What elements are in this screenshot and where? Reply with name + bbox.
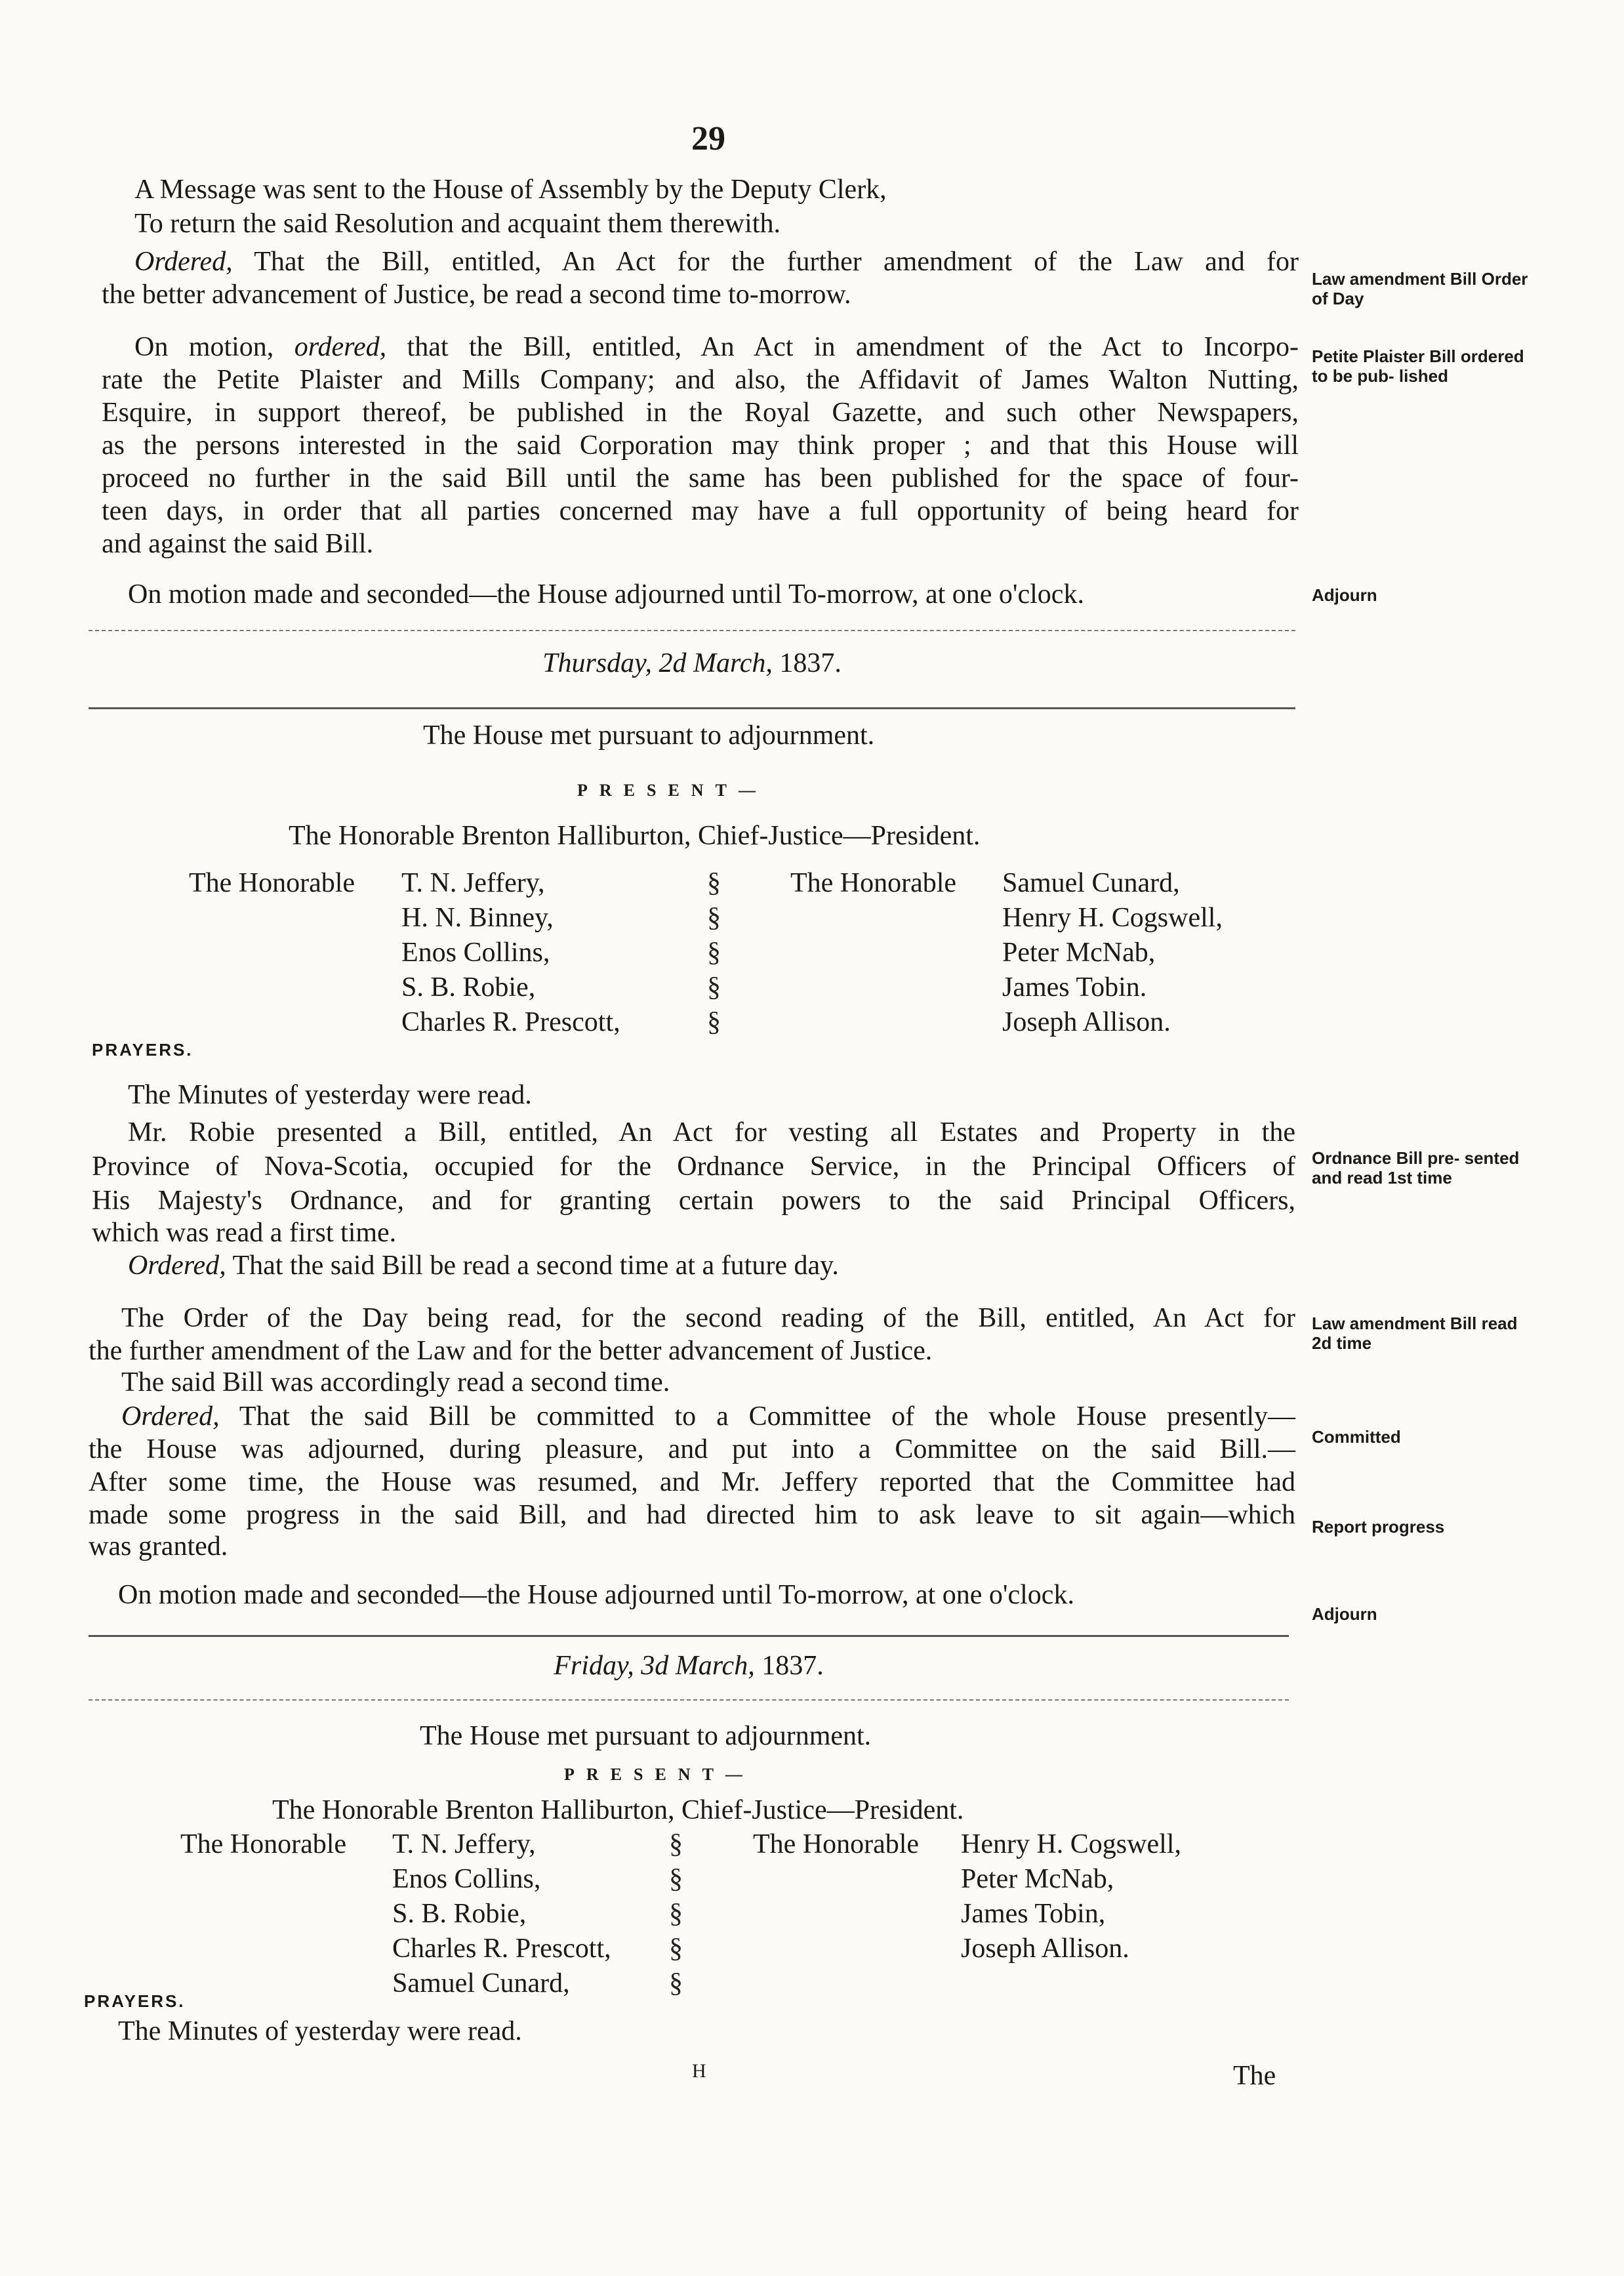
day2-right-lead: The Honorable [753, 1829, 920, 1859]
day1-left-name: T. N. Jeffery, [401, 868, 545, 898]
petite-line-1a: On motion, [134, 332, 294, 362]
ordered-word: Ordered, [134, 247, 233, 277]
petite-line-7: and against the said Bill. [102, 529, 374, 559]
petite-line-5: proceed no further in the said Bill until the same has been published for the space of four- [102, 463, 1299, 493]
rule-bottom-day1 [89, 707, 1295, 709]
adjourn-line-1: On motion made and seconded—the House adjourned until To-morrow, at one o'clock. [128, 579, 1084, 610]
margin-note-law-2d: Law amendment Bill read 2d time [1312, 1314, 1518, 1353]
margin-note-report: Report progress [1312, 1517, 1445, 1537]
margin-note-ordnance: Ordnance Bill pre- sented and read 1st time [1312, 1148, 1520, 1188]
section-brace: § [669, 1934, 683, 1964]
day1-left-name: S. B. Robie, [401, 972, 536, 1003]
petite-ordered-word: ordered, [294, 332, 387, 362]
day2-year: 1837. [754, 1651, 824, 1681]
day1-prayers: PRAYERS. [92, 1040, 193, 1060]
ordered-law-line-1 [134, 248, 1299, 276]
margin-note-petite: Petite Plaister Bill ordered to be pub- lished [1312, 346, 1524, 386]
message-line-1: A Message was sent to the House of Assembly by the Deputy Clerk, [134, 175, 887, 205]
committed-line-1-text: That the said Bill be committed to a Committee of the whole House presently— [239, 1401, 1295, 1432]
margin-note-committed: Committed [1312, 1427, 1401, 1447]
petite-line-6: teen days, in order that all parties concerned may have a full opportunity of being heard for [102, 496, 1299, 526]
committed-line-5: was granted. [89, 1531, 228, 1562]
rule-top-day1 [89, 630, 1295, 631]
day1-ordered-future [128, 1252, 839, 1279]
section-brace: § [707, 1007, 721, 1037]
day1-weekday: Thursday, [542, 648, 652, 678]
robie-line-3: His Majesty's Ordnance, and for granting certain powers to the said Principal Officers, [92, 1186, 1295, 1216]
petite-line-1b: that the Bill, entitled, An Act in amendment of the Act to Incorpo- [386, 332, 1299, 362]
day1-right-name: Peter McNab, [1002, 938, 1156, 968]
order-day-line-1: The Order of the Day being read, for the second reading of the Bill, entitled, An Act for [121, 1303, 1295, 1333]
day1-right-name: James Tobin. [1002, 972, 1147, 1003]
ordered-future-text: That the said Bill be read a second time at a future day. [232, 1251, 839, 1281]
committed-line-4: made some progress in the said Bill, and had directed him to ask leave to sit again—which [89, 1500, 1295, 1530]
margin-note-adjourn-2: Adjourn [1312, 1604, 1377, 1624]
day1-left-name: Charles R. Prescott, [401, 1007, 620, 1037]
day2-met: The House met pursuant to adjournment. [420, 1721, 872, 1751]
section-brace: § [669, 1968, 683, 1998]
ordered-word: Ordered, [121, 1401, 220, 1432]
petite-line-1 [134, 333, 1299, 361]
ordered-law-text: That the Bill, entitled, An Act for the further amendment of the Law and for [254, 247, 1299, 277]
day1-left-name: Enos Collins, [401, 938, 550, 968]
page-number: 29 [691, 120, 725, 157]
day1-heading [89, 650, 1295, 677]
day1-date: 2d March, [659, 648, 773, 678]
day2-date: 3d March, [641, 1651, 755, 1681]
section-brace: § [707, 972, 721, 1003]
petite-line-4: as the persons interested in the said Corporation may think proper ; and that this House will [102, 430, 1299, 461]
day1-right-name: Joseph Allison. [1002, 1007, 1171, 1037]
day2-left-name: Charles R. Prescott, [392, 1934, 611, 1964]
committed-line-2: the House was adjourned, during pleasure, and put into a Committee on the said Bill.— [89, 1434, 1295, 1464]
day2-left-lead: The Honorable [180, 1829, 347, 1859]
day2-present: PRESENT— [564, 1765, 754, 1784]
ordered-law-line-2: the better advancement of Justice, be read a second time to-morrow. [102, 279, 851, 310]
message-line-2: To return the said Resolution and acquaint them therewith. [134, 209, 781, 239]
day2-right-name: James Tobin, [961, 1899, 1106, 1929]
order-day-line-3: The said Bill was accordingly read a second time. [121, 1367, 670, 1397]
day1-minutes: The Minutes of yesterday were read. [128, 1080, 532, 1110]
day2-right-name: Henry H. Cogswell, [961, 1829, 1181, 1859]
day1-right-name: Samuel Cunard, [1002, 868, 1180, 898]
petite-line-3: Esquire, in support thereof, be published in the Royal Gazette, and such other Newspapers, [102, 398, 1299, 428]
day1-left-lead: The Honorable [189, 868, 355, 898]
section-brace: § [707, 903, 721, 933]
robie-line-2: Province of Nova-Scotia, occupied for the Ordnance Service, in the Principal Officers of [92, 1151, 1295, 1182]
day2-president: The Honorable Brenton Halliburton, Chief-Justice—President. [272, 1795, 964, 1825]
robie-line-1: Mr. Robie presented a Bill, entitled, An Act for vesting all Estates and Property in the [128, 1117, 1295, 1148]
order-day-line-2: the further amendment of the Law and for the better advancement of Justice. [89, 1336, 933, 1366]
day1-met: The House met pursuant to adjournment. [423, 720, 875, 751]
rule-top-day2 [89, 1635, 1289, 1637]
day2-minutes: The Minutes of yesterday were read. [118, 2016, 522, 2046]
margin-note-adjourn-1: Adjourn [1312, 585, 1377, 605]
margin-note-law-order: Law amendment Bill Order of Day [1312, 269, 1528, 308]
adjourn-line-2: On motion made and seconded—the House adjourned until To-morrow, at one o'clock. [118, 1580, 1074, 1610]
day2-weekday: Friday, [554, 1651, 634, 1681]
section-brace: § [669, 1829, 683, 1859]
committed-line-3: After some time, the House was resumed, and Mr. Jeffery reported that the Committee had [89, 1467, 1295, 1497]
signature-mark: H [692, 2060, 706, 2082]
section-brace: § [707, 868, 721, 898]
committed-line-1 [121, 1403, 1295, 1430]
catchword: The [1233, 2061, 1276, 2091]
day2-left-name: Samuel Cunard, [392, 1968, 570, 1998]
day2-heading [89, 1652, 1289, 1680]
section-brace: § [669, 1899, 683, 1929]
day2-left-name: S. B. Robie, [392, 1899, 527, 1929]
day2-prayers: PRAYERS. [84, 1991, 186, 2011]
day2-right-name: Peter McNab, [961, 1864, 1114, 1894]
day1-right-name: Henry H. Cogswell, [1002, 903, 1223, 933]
day1-right-lead: The Honorable [790, 868, 957, 898]
day2-left-name: T. N. Jeffery, [392, 1829, 536, 1859]
day1-president: The Honorable Brenton Halliburton, Chief-Justice—President. [289, 821, 981, 851]
day2-left-name: Enos Collins, [392, 1864, 541, 1894]
section-brace: § [707, 938, 721, 968]
day1-year: 1837. [772, 648, 842, 678]
ordered-word: Ordered, [128, 1251, 226, 1281]
robie-line-4: which was read a first time. [92, 1218, 397, 1248]
rule-bottom-day2 [89, 1699, 1289, 1701]
day2-right-name: Joseph Allison. [961, 1934, 1129, 1964]
section-brace: § [669, 1864, 683, 1894]
day1-left-name: H. N. Binney, [401, 903, 554, 933]
day1-present: PRESENT— [577, 781, 767, 800]
petite-line-2: rate the Petite Plaister and Mills Company; and also, the Affidavit of James Walton Nutting, [102, 365, 1299, 395]
